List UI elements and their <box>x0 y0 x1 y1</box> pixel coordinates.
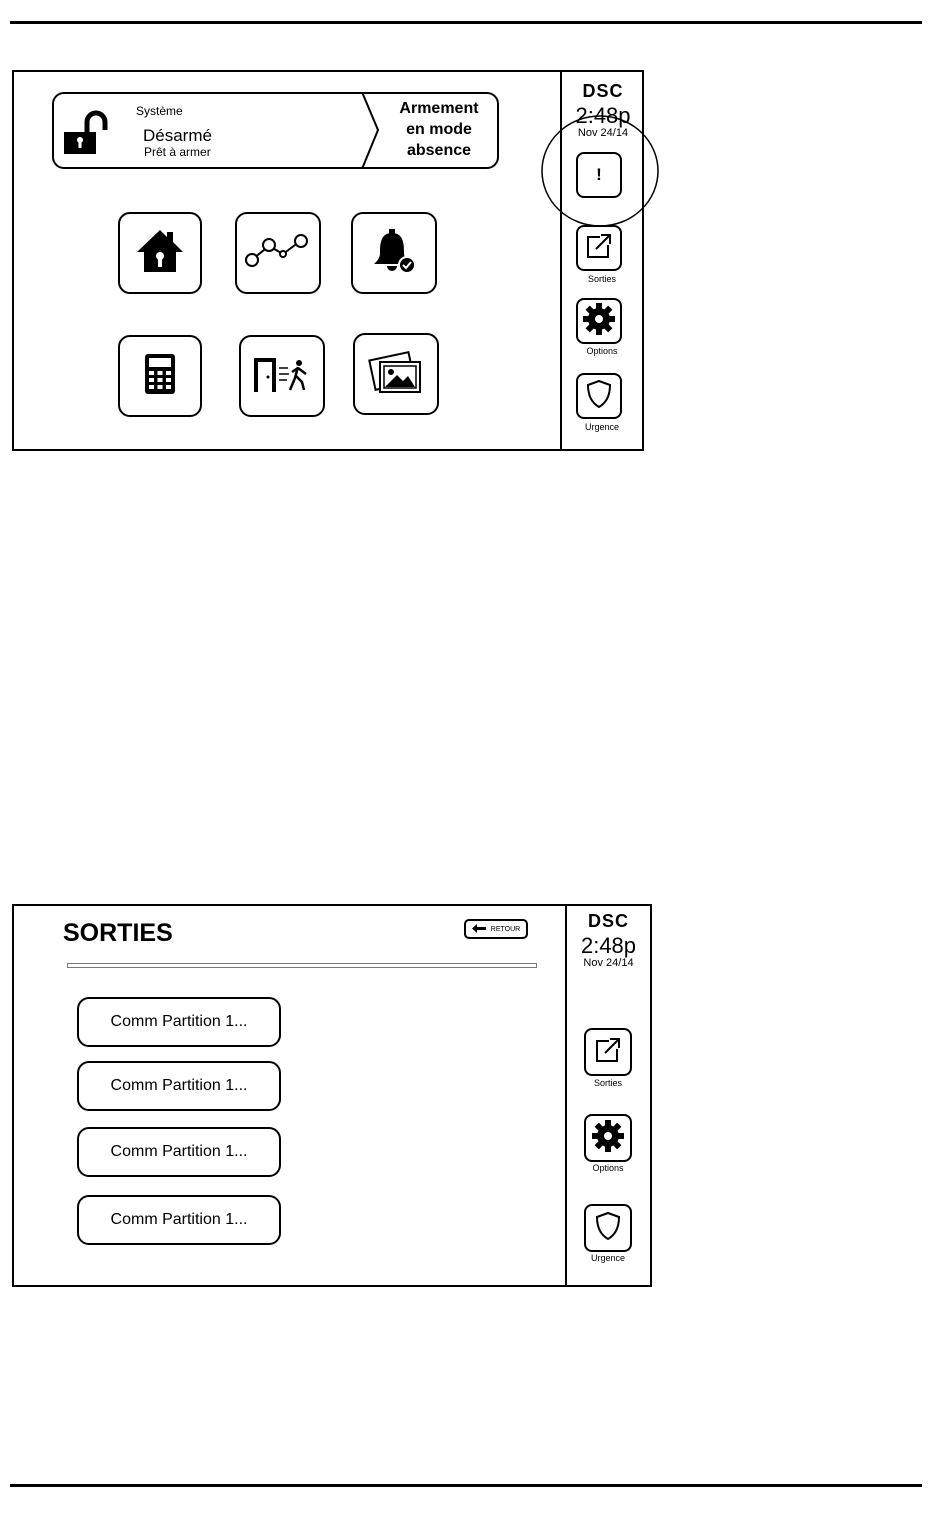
dsc-logo: DSC <box>587 911 629 931</box>
output-button-2[interactable]: Comm Partition 1... <box>77 1061 281 1111</box>
outputs-label: Sorties <box>593 1078 622 1088</box>
emergency-button[interactable] <box>576 373 622 419</box>
options-button[interactable] <box>584 1114 632 1162</box>
gear-icon <box>582 302 616 341</box>
shield-icon <box>593 1210 623 1247</box>
options-label: Options <box>586 346 618 356</box>
clock-date: Nov 24/14 <box>577 127 629 139</box>
outputs-screen <box>12 904 652 1287</box>
bottom-rule <box>10 1484 922 1487</box>
outputs-label: Sorties <box>587 274 616 284</box>
clock-time: 2:48p <box>580 933 637 958</box>
output-button-3[interactable]: Comm Partition 1... <box>77 1127 281 1177</box>
away-arm-line1: Armement <box>399 100 479 117</box>
page-title: SORTIES <box>63 919 173 947</box>
gear-icon <box>591 1119 625 1158</box>
quick-exit-tile[interactable] <box>239 335 325 417</box>
home-lock-icon <box>135 228 185 279</box>
system-state: Désarmé <box>143 126 212 145</box>
options-button[interactable] <box>576 298 622 344</box>
bell-check-icon <box>371 227 417 280</box>
back-button[interactable] <box>464 919 528 939</box>
title-divider <box>67 963 537 968</box>
clock-date: Nov 24/14 <box>583 957 634 969</box>
emergency-button[interactable] <box>584 1204 632 1252</box>
top-rule <box>10 21 922 24</box>
output-button-4[interactable]: Comm Partition 1... <box>77 1195 281 1245</box>
away-arm-button[interactable] <box>380 98 498 161</box>
system-status-bar[interactable] <box>52 92 499 169</box>
options-label: Options <box>592 1163 624 1173</box>
highlight-circle <box>538 113 662 229</box>
padlock-open-icon <box>62 110 110 159</box>
photos-tile[interactable] <box>353 333 439 415</box>
back-label: RETOUR <box>490 925 521 933</box>
keypad-icon <box>144 353 176 400</box>
stay-arm-tile[interactable] <box>118 212 202 294</box>
system-substate: Prêt à armer <box>144 145 211 159</box>
door-exit-icon <box>252 354 312 399</box>
photos-icon <box>368 350 424 399</box>
dsc-logo: DSC <box>582 81 624 101</box>
chime-tile[interactable] <box>351 212 437 294</box>
system-title: Système <box>136 104 183 118</box>
shield-icon <box>584 378 614 415</box>
sidebar <box>565 906 650 1285</box>
outputs-button[interactable] <box>576 225 622 271</box>
zones-tile[interactable] <box>235 212 321 294</box>
away-arm-line2: en mode <box>406 121 472 138</box>
away-arm-line3: absence <box>406 142 472 159</box>
clock-time: 2:48p <box>575 103 631 128</box>
zones-icon <box>243 234 313 273</box>
exclamation-icon: ! <box>596 165 602 184</box>
emergency-label: Urgence <box>584 422 620 432</box>
emergency-label: Urgence <box>590 1253 626 1263</box>
outputs-button[interactable] <box>584 1028 632 1076</box>
keypad-tile[interactable] <box>118 335 202 417</box>
chevron-divider <box>360 92 382 169</box>
external-link-icon <box>593 1035 623 1070</box>
output-button-1[interactable]: Comm Partition 1... <box>77 997 281 1047</box>
arrow-left-icon <box>472 920 486 938</box>
external-link-icon <box>584 231 614 266</box>
